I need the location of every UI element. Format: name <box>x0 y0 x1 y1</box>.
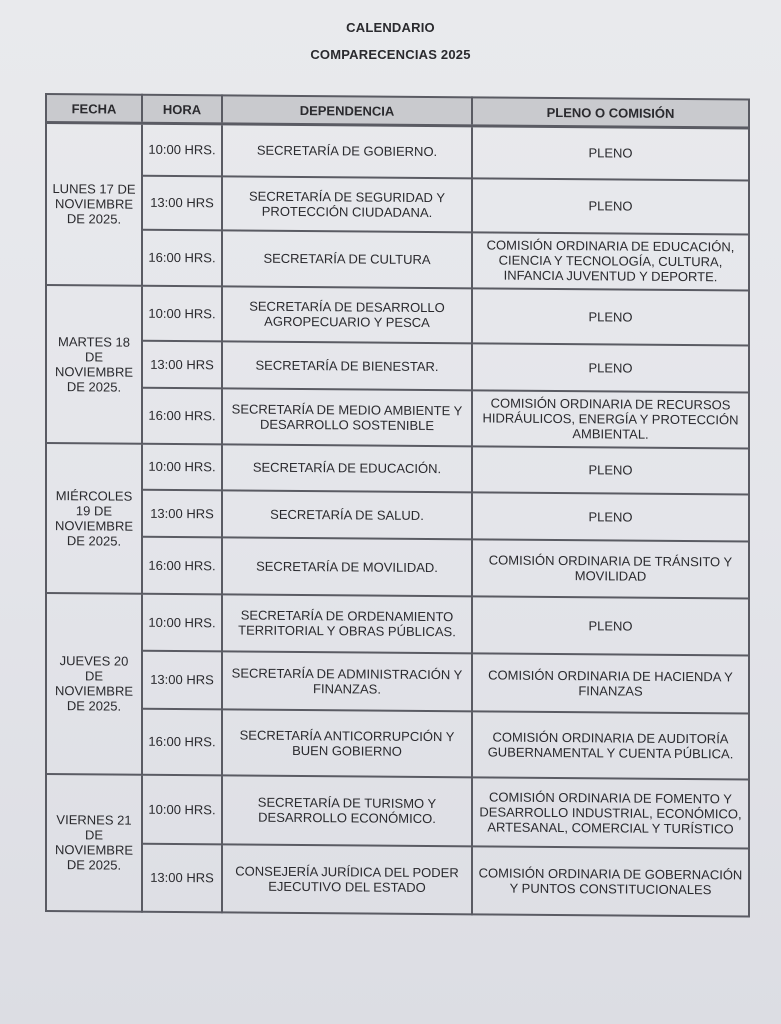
time-cell: 10:00 HRS. <box>142 774 222 844</box>
table-row <box>46 650 749 714</box>
pleno-cell: PLENO <box>472 288 749 345</box>
pleno-cell: PLENO <box>472 343 749 392</box>
time-cell: 16:00 HRS. <box>142 229 222 286</box>
time-cell: 16:00 HRS. <box>142 708 222 775</box>
dependencia-cell: CONSEJERÍA JURÍDICA DEL PODER EJECUTIVO DEL ESTADO <box>222 844 472 914</box>
time-cell: 13:00 HRS <box>142 489 222 537</box>
dependencia-cell: SECRETARÍA DE GOBIERNO. <box>222 124 472 178</box>
pleno-cell: PLENO <box>472 178 749 234</box>
dependencia-cell: SECRETARÍA DE ORDENAMIENTO TERRITORIAL Y OBRAS PÚBLICAS. <box>222 594 472 653</box>
schedule-body <box>46 123 749 917</box>
pleno-cell: COMISIÓN ORDINARIA DE AUDITORÍA GUBERNAMENTAL Y CUENTA PÚBLICA. <box>472 711 749 779</box>
header-dependencia: DEPENDENCIA <box>222 95 472 125</box>
dependencia-cell: SECRETARÍA DE ADMINISTRACIÓN Y FINANZAS. <box>222 651 472 711</box>
dependencia-cell: SECRETARÍA DE SALUD. <box>222 490 472 539</box>
document-subtitle: COMPARECENCIAS 2025 <box>310 47 471 62</box>
header-fecha: FECHA <box>46 94 142 123</box>
time-cell: 16:00 HRS. <box>142 536 222 594</box>
date-cell: JUEVES 20 DE NOVIEMBRE DE 2025. <box>46 593 142 775</box>
dependencia-cell: SECRETARÍA DE CULTURA <box>222 230 472 288</box>
document-title: CALENDARIO <box>346 20 435 35</box>
time-cell: 13:00 HRS <box>142 175 222 230</box>
table-row <box>46 774 749 849</box>
table-row <box>46 843 749 917</box>
table-row <box>46 536 749 599</box>
table-row <box>46 340 749 393</box>
table-row <box>46 593 749 656</box>
table-row <box>46 708 749 780</box>
schedule-table <box>45 93 750 917</box>
date-cell: MARTES 18 DE NOVIEMBRE DE 2025. <box>46 285 142 444</box>
dependencia-cell: SECRETARÍA DE EDUCACIÓN. <box>222 444 472 492</box>
pleno-cell: PLENO <box>472 596 749 655</box>
dependencia-cell: SECRETARÍA DE BIENESTAR. <box>222 341 472 390</box>
pleno-cell: COMISIÓN ORDINARIA DE HACIENDA Y FINANZAS <box>472 653 749 713</box>
date-cell: MIÉRCOLES 19 DE NOVIEMBRE DE 2025. <box>46 443 142 594</box>
dependencia-cell: SECRETARÍA DE SEGURIDAD Y PROTECCIÓN CIUDADANA. <box>222 176 472 232</box>
time-cell: 16:00 HRS. <box>142 387 222 444</box>
pleno-cell: COMISIÓN ORDINARIA DE EDUCACIÓN, CIENCIA Y TECNOLOGÍA, CULTURA, INFANCIA JUVENTUD Y DEPORTE. <box>472 232 749 290</box>
dependencia-cell: SECRETARÍA DE MOVILIDAD. <box>222 537 472 596</box>
time-cell: 13:00 HRS <box>142 340 222 388</box>
pleno-cell: COMISIÓN ORDINARIA DE TRÁNSITO Y MOVILIDAD <box>472 539 749 598</box>
table-row <box>46 123 749 181</box>
pleno-cell: PLENO <box>472 446 749 494</box>
table-row <box>46 285 749 346</box>
time-cell: 10:00 HRS. <box>142 123 222 176</box>
time-cell: 10:00 HRS. <box>142 593 222 651</box>
date-cell: VIERNES 21 DE NOVIEMBRE DE 2025. <box>46 774 142 912</box>
pleno-cell: PLENO <box>472 492 749 541</box>
table-row <box>46 489 749 542</box>
dependencia-cell: SECRETARÍA ANTICORRUPCIÓN Y BUEN GOBIERNO <box>222 709 472 777</box>
time-cell: 10:00 HRS. <box>142 443 222 490</box>
time-cell: 13:00 HRS <box>142 843 222 912</box>
table-row <box>46 443 749 495</box>
pleno-cell: COMISIÓN ORDINARIA DE FOMENTO Y DESARROLLO INDUSTRIAL, ECONÓMICO, ARTESANAL, COMERCIAL Y TURÍSTICO <box>472 777 749 848</box>
time-cell: 13:00 HRS <box>142 650 222 709</box>
table-row <box>46 229 749 291</box>
header-hora: HORA <box>142 95 222 124</box>
dependencia-cell: SECRETARÍA DE MEDIO AMBIENTE Y DESARROLLO SOSTENIBLE <box>222 388 472 446</box>
header-pleno-comision: PLENO O COMISIÓN <box>472 97 749 128</box>
table-row <box>46 175 749 235</box>
table-row <box>46 387 749 449</box>
time-cell: 10:00 HRS. <box>142 285 222 341</box>
pleno-cell: PLENO <box>472 126 749 180</box>
dependencia-cell: SECRETARÍA DE DESARROLLO AGROPECUARIO Y PESCA <box>222 286 472 343</box>
pleno-cell: COMISIÓN ORDINARIA DE RECURSOS HIDRÁULICOS, ENERGÍA Y PROTECCIÓN AMBIENTAL. <box>472 390 749 448</box>
dependencia-cell: SECRETARÍA DE TURISMO Y DESARROLLO ECONÓMICO. <box>222 775 472 846</box>
pleno-cell: COMISIÓN ORDINARIA DE GOBERNACIÓN Y PUNTOS CONSTITUCIONALES <box>472 846 749 916</box>
date-cell: LUNES 17 DE NOVIEMBRE DE 2025. <box>46 123 142 286</box>
